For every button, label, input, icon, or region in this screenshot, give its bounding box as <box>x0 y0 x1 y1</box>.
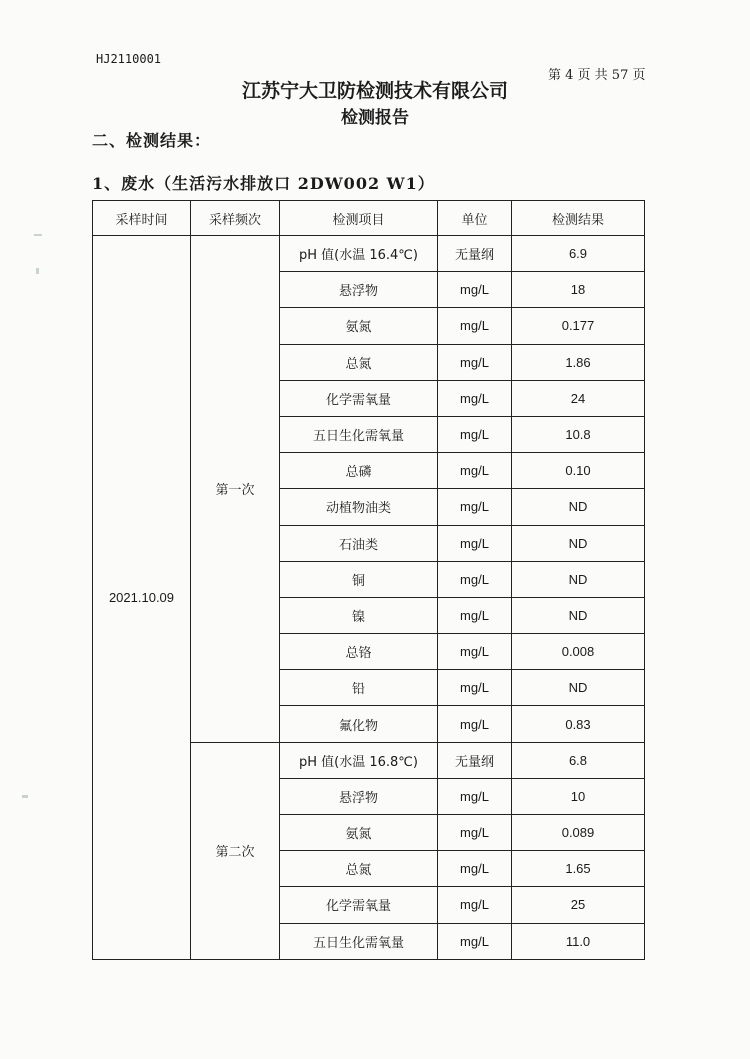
unit: mg/L <box>438 887 512 923</box>
scan-speck <box>34 234 42 236</box>
unit: mg/L <box>438 525 512 561</box>
result-value: 24 <box>512 380 645 416</box>
unit: mg/L <box>438 416 512 452</box>
page-number: 第 4 页 共 57 页 <box>548 68 646 83</box>
test-item: 动植物油类 <box>280 489 438 525</box>
unit: mg/L <box>438 670 512 706</box>
result-value: ND <box>512 561 645 597</box>
header-unit: 单位 <box>438 201 512 236</box>
scan-speck <box>22 795 28 798</box>
unit: mg/L <box>438 308 512 344</box>
unit: mg/L <box>438 815 512 851</box>
result-value: ND <box>512 597 645 633</box>
result-value: 10 <box>512 778 645 814</box>
test-item: 化学需氧量 <box>280 887 438 923</box>
document-id: HJ2110001 <box>96 52 162 66</box>
sampling-frequency: 第二次 <box>191 742 280 959</box>
result-value: 1.86 <box>512 344 645 380</box>
results-table <box>92 200 645 960</box>
result-value: 1.65 <box>512 851 645 887</box>
test-item: 铅 <box>280 670 438 706</box>
unit: mg/L <box>438 561 512 597</box>
test-item: 氟化物 <box>280 706 438 742</box>
sampling-date: 2021.10.09 <box>93 236 191 960</box>
unit: mg/L <box>438 923 512 959</box>
table-subtitle: 1、废水（生活污水排放口 2DW002 W1） <box>92 174 435 193</box>
test-item: 悬浮物 <box>280 778 438 814</box>
unit: mg/L <box>438 597 512 633</box>
test-item: pH 值(水温 16.4℃) <box>280 236 438 272</box>
test-item: 总氮 <box>280 344 438 380</box>
result-value: ND <box>512 525 645 561</box>
test-item: 五日生化需氧量 <box>280 416 438 452</box>
unit: mg/L <box>438 489 512 525</box>
unit: mg/L <box>438 344 512 380</box>
sampling-frequency: 第一次 <box>191 236 280 743</box>
unit: 无量纲 <box>438 742 512 778</box>
test-item: 总磷 <box>280 453 438 489</box>
unit: mg/L <box>438 380 512 416</box>
test-item: 石油类 <box>280 525 438 561</box>
result-value: 10.8 <box>512 416 645 452</box>
table-header-row <box>93 201 645 236</box>
unit: mg/L <box>438 453 512 489</box>
unit: mg/L <box>438 634 512 670</box>
unit: mg/L <box>438 706 512 742</box>
header-sampling-frequency: 采样频次 <box>191 201 280 236</box>
section-title: 二、检测结果： <box>92 131 212 150</box>
test-item: 化学需氧量 <box>280 380 438 416</box>
result-value: 18 <box>512 272 645 308</box>
table-body <box>93 236 645 960</box>
report-title: 检测报告 <box>341 108 409 128</box>
result-value: 6.8 <box>512 742 645 778</box>
test-item: 氨氮 <box>280 308 438 344</box>
unit: mg/L <box>438 778 512 814</box>
test-item: 悬浮物 <box>280 272 438 308</box>
result-value: 0.10 <box>512 453 645 489</box>
test-item: pH 值(水温 16.8℃) <box>280 742 438 778</box>
header-sampling-time: 采样时间 <box>93 201 191 236</box>
company-name: 江苏宁大卫防检测技术有限公司 <box>241 80 508 102</box>
header-test-item: 检测项目 <box>280 201 438 236</box>
result-value: 0.83 <box>512 706 645 742</box>
unit: mg/L <box>438 851 512 887</box>
result-value: 0.177 <box>512 308 645 344</box>
result-value: 25 <box>512 887 645 923</box>
result-value: ND <box>512 489 645 525</box>
unit: mg/L <box>438 272 512 308</box>
result-value: ND <box>512 670 645 706</box>
result-value: 11.0 <box>512 923 645 959</box>
test-item: 总氮 <box>280 851 438 887</box>
result-value: 6.9 <box>512 236 645 272</box>
test-item: 铜 <box>280 561 438 597</box>
table-row <box>93 236 645 272</box>
scan-speck <box>36 268 39 274</box>
test-item: 五日生化需氧量 <box>280 923 438 959</box>
test-item: 总铬 <box>280 634 438 670</box>
unit: 无量纲 <box>438 236 512 272</box>
test-item: 镍 <box>280 597 438 633</box>
result-value: 0.089 <box>512 815 645 851</box>
test-item: 氨氮 <box>280 815 438 851</box>
header-result: 检测结果 <box>512 201 645 236</box>
result-value: 0.008 <box>512 634 645 670</box>
